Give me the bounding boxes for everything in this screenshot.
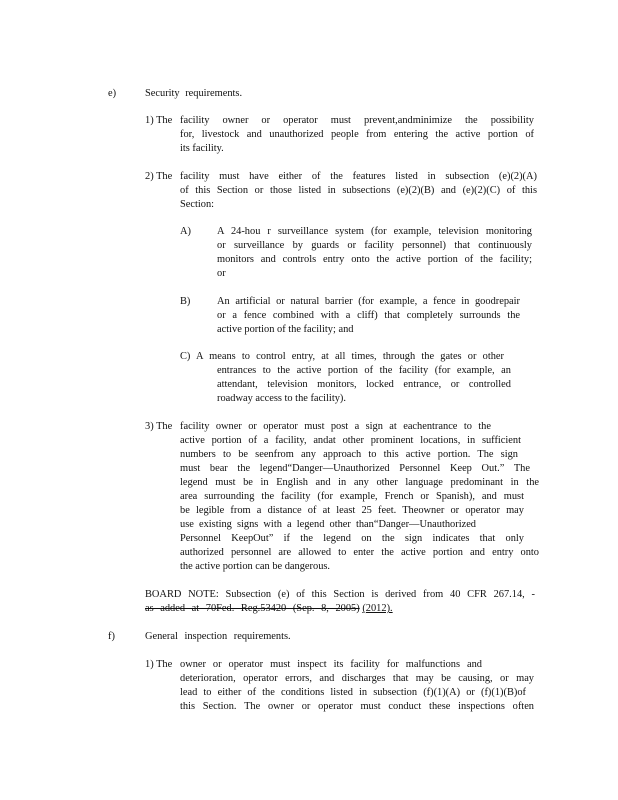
subitem-b-line: An artificial or natural barrier (for example, a fence in goodrepair	[217, 296, 520, 307]
item-f1-line: lead to either of the conditions listed in subsection (f)(1)(A) or (f)(1)(B)of	[180, 687, 526, 698]
item-e3-line: numbers to be seenfrom any approach to this active portion. The sign	[180, 449, 518, 460]
board-note-added-text: (2012).	[362, 603, 393, 614]
subitem-c-first-line-wrap	[180, 350, 504, 364]
item-f1-line: this Section. The owner or operator must conduct these inspections often	[180, 701, 534, 712]
item-e3-line: must bear the legend“Danger—Unauthorized Personnel Keep Out.” The	[180, 463, 530, 474]
subitem-a-line: or	[217, 268, 226, 279]
subitem-b-label: B)	[180, 296, 191, 307]
subitem-c-line: roadway access to the facility).	[217, 393, 346, 404]
subitem-c-line: attendant, television monitors, locked entrance, or controlled	[217, 379, 511, 390]
section-f-heading: General inspection requirements.	[145, 631, 291, 642]
item-e2-line: facility must have either of the features listed in subsection (e)(2)(A)	[180, 171, 537, 182]
item-e1-paragraph	[180, 114, 534, 156]
subitem-b-paragraph	[217, 295, 520, 337]
item-e3-line: legend must be in English and in any other language predominant in the	[180, 477, 539, 488]
subitem-a-line: or surveillance by guards or facility personnel) that continuously	[217, 240, 532, 251]
subitem-c-first-line: C) A means to control entry, at all times, through the gates or other	[180, 351, 504, 362]
subitem-b-line: active portion of the facility; and	[217, 324, 354, 335]
item-e3-line-text: facility owner or operator must post a sign at eachentrance to the	[180, 421, 491, 432]
subitem-a-label: A)	[180, 226, 191, 237]
item-e3-paragraph	[180, 420, 539, 574]
item-e1-line: facility owner or operator must prevent,andminimize the possibility	[180, 115, 534, 126]
item-e3-line: authorized personnel are allowed to enter the active portion and entry onto	[180, 547, 539, 558]
subitem-a-line: A 24-hou r surveillance system (for example, television monitoring	[217, 226, 532, 237]
item-e3-line: the active portion can be dangerous.	[180, 561, 331, 572]
item-e3-line: use existing signs with a legend other than“Danger—Unauthorized	[180, 519, 476, 530]
item-e1-line: for, livestock and unauthorized people from entering the active portion of	[180, 129, 534, 140]
subitem-c-paragraph	[217, 364, 511, 406]
item-e2-number: 2) The	[145, 171, 173, 182]
item-f1-line: deterioration, operator errors, and discharges that may be causing, or may	[180, 673, 534, 684]
item-e1-number: 1) The	[145, 115, 173, 126]
item-f1-paragraph	[180, 658, 534, 714]
item-e3-line: Personnel KeepOut” if the legend on the sign indicates that only	[180, 533, 524, 544]
item-f1-line: owner or operator must inspect its facility for malfunctions and	[180, 659, 482, 670]
board-note-line: BOARD NOTE: Subsection (e) of this Section is derived from 40 CFR 267.14, -	[145, 589, 535, 600]
item-e2-line: of this Section or those listed in subsections (e)(2)(B) and (e)(2)(C) of this	[180, 185, 537, 196]
section-f-label: f)	[108, 631, 115, 642]
subitem-a-paragraph	[217, 225, 532, 281]
item-e2-line: Section:	[180, 199, 215, 210]
board-note	[145, 588, 535, 616]
item-e3-line	[180, 420, 491, 434]
item-e1-line: its facility.	[180, 143, 224, 154]
section-e-heading: Security requirements.	[145, 88, 243, 99]
section-e-label: e)	[108, 88, 117, 99]
item-e3-line: be legible from a distance of at least 25 feet. Theowner or operator may	[180, 505, 524, 516]
subitem-b-line: or a fence combined with a cliff) that completely surrounds the	[217, 310, 520, 321]
item-e2-paragraph	[180, 170, 537, 212]
item-e3-number: 3) The	[145, 421, 173, 432]
board-note-struck-text: as added at 70Fed. Reg.53420 (Sep. 8, 2005)	[145, 603, 360, 614]
board-note-amendment	[145, 602, 535, 616]
item-e3-line: active portion of a facility, andat other prominent locations, in sufficient	[180, 435, 521, 446]
subitem-a-line: monitors and controls entry onto the active portion of the facility;	[217, 254, 532, 265]
item-e3-line: area surrounding the facility (for example, French or Spanish), and must	[180, 491, 524, 502]
subitem-c-line: entrances to the active portion of the facility (for example, an	[217, 365, 511, 376]
item-f1-number: 1) The	[145, 659, 173, 670]
